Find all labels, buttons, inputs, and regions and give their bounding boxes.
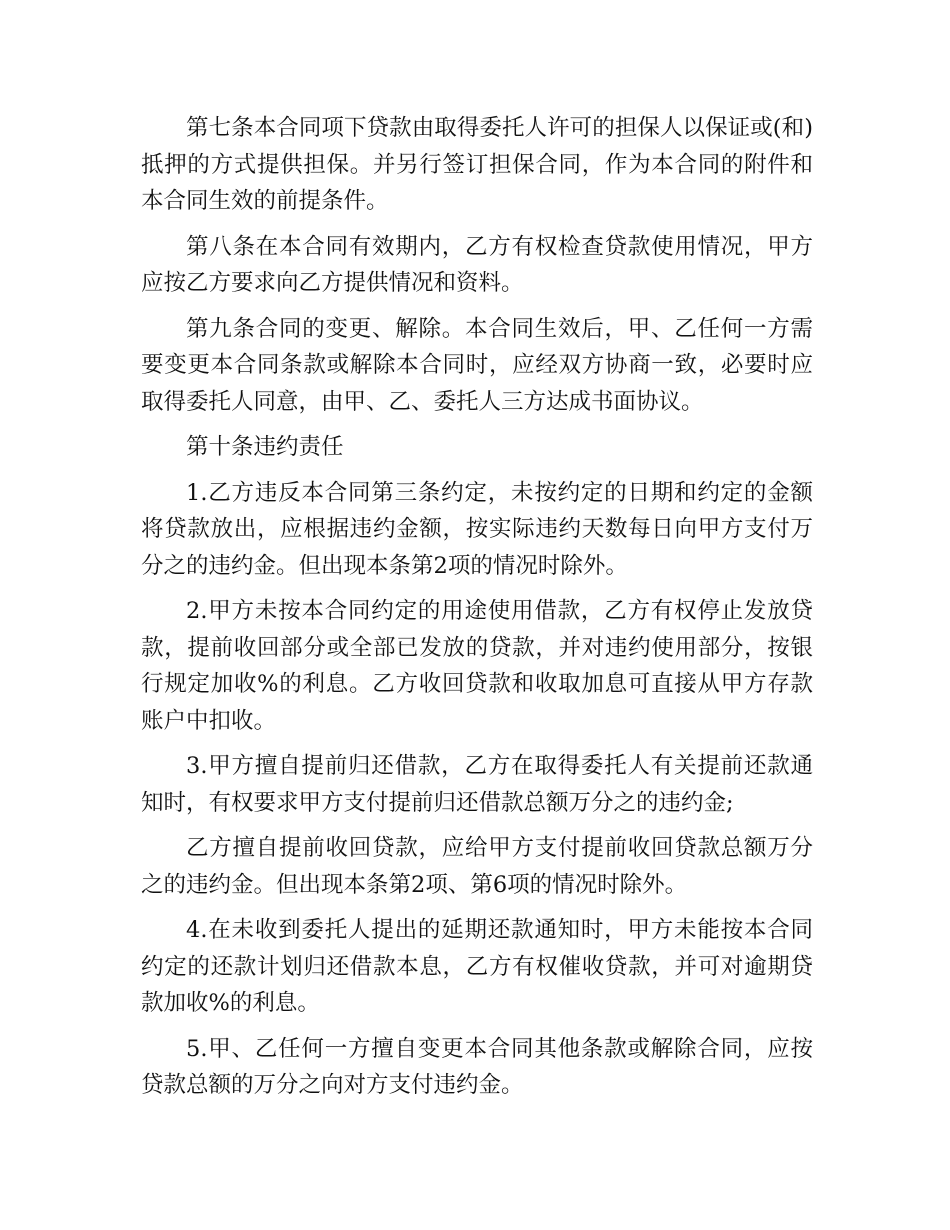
document-page bbox=[141, 110, 813, 1113]
paragraph-clause-3-continued: 乙方擅自提前收回贷款，应给甲方支付提前收回贷款总额万分之的违约金。但出现本条第2项、第6项的情况时除外。 bbox=[141, 835, 813, 898]
paragraph-article-9: 第九条合同的变更、解除。本合同生效后，甲、乙任何一方需要变更本合同条款或解除本合同时，应经双方协商一致，必要时应取得委托人同意，由甲、乙、委托人三方达成书面协议。 bbox=[141, 315, 813, 415]
paragraph-article-7: 第七条本合同项下贷款由取得委托人许可的担保人以保证或(和)抵押的方式提供担保。并另行签订担保合同，作为本合同的附件和本合同生效的前提条件。 bbox=[141, 115, 813, 214]
paragraph-article-8: 第八条在本合同有效期内，乙方有权检查贷款使用情况，甲方应按乙方要求向乙方提供情况和资料。 bbox=[141, 233, 813, 296]
paragraph-clause-3: 3.甲方擅自提前归还借款，乙方在取得委托人有关提前还款通知时，有权要求甲方支付提前归还借款总额万分之的违约金; bbox=[141, 753, 813, 816]
paragraph-clause-4: 4.在未收到委托人提出的延期还款通知时，甲方未能按本合同约定的还款计划归还借款本息，乙方有权催收贷款，并可对逾期贷款加收%的利息。 bbox=[141, 917, 813, 1016]
paragraph-clause-1: 1.乙方违反本合同第三条约定，未按约定的日期和约定的金额将贷款放出，应根据违约金额，按实际违约天数每日向甲方支付万分之的违约金。但出现本条第2项的情况时除外。 bbox=[141, 479, 813, 579]
paragraph-article-10-heading: 第十条违约责任 bbox=[186, 434, 344, 460]
paragraph-clause-5: 5.甲、乙任何一方擅自变更本合同其他条款或解除合同，应按贷款总额的万分之向对方支付违约金。 bbox=[141, 1035, 813, 1098]
paragraph-clause-2: 2.甲方未按本合同约定的用途使用借款，乙方有权停止发放贷款，提前收回部分或全部已发放的贷款，并对违约使用部分，按银行规定加收%的利息。乙方收回贷款和收取加息可直接从甲方存款账户中扣收。 bbox=[141, 598, 813, 734]
